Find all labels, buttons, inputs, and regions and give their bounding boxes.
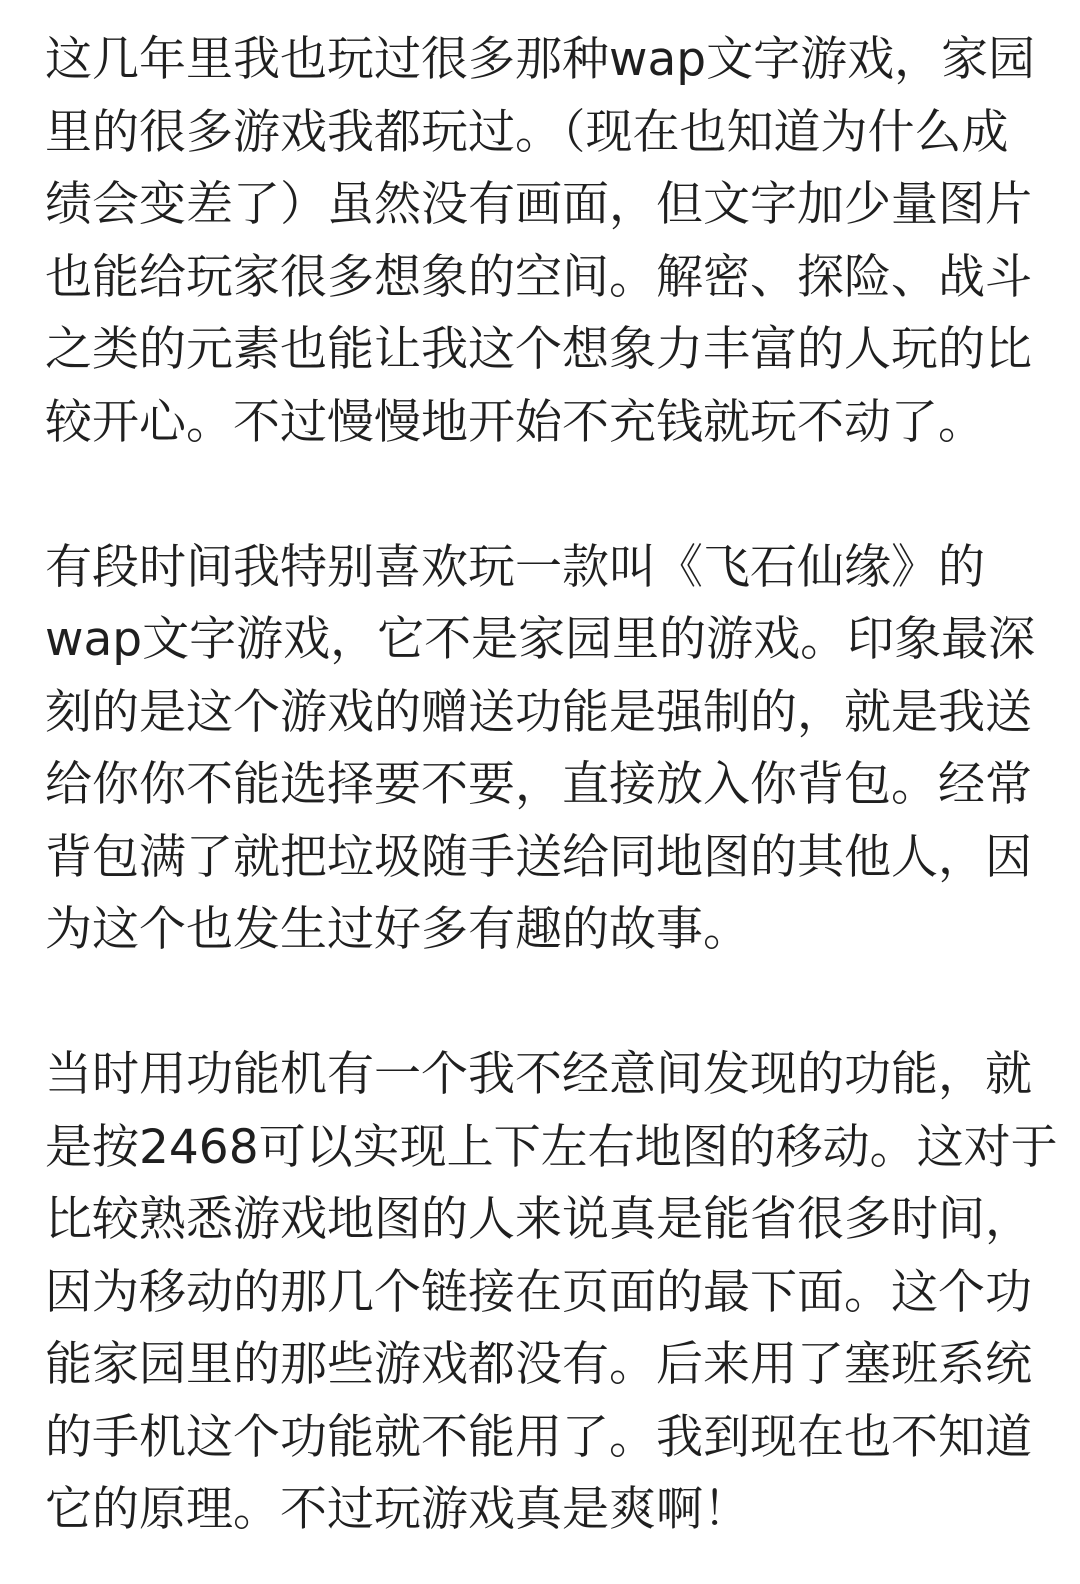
text-line: 这几年里我也玩过很多那种wap文字游戏，家园	[45, 32, 1036, 87]
paragraph-spacer	[45, 459, 1035, 532]
article-body	[45, 24, 1058, 1547]
text-line: 它的原理。不过玩游戏真是爽啊！	[45, 1482, 750, 1537]
text-line: 的手机这个功能就不能用了。我到现在也不知道	[45, 1409, 1032, 1465]
text-line: 里的很多游戏我都玩过。（现在也知道为什么成	[45, 104, 1009, 160]
text-line: 是按2468可以实现上下左右地图的移动。这对于	[45, 1119, 1058, 1175]
paragraph-2	[45, 532, 1035, 967]
text-line: wap文字游戏，它不是家园里的游戏。印象最深	[45, 612, 1036, 667]
text-line: 为这个也发生过好多有趣的故事。	[45, 902, 750, 957]
text-line: 之类的元素也能让我这个想象力丰富的人玩的比	[45, 322, 1032, 377]
text-line: 绩会变差了）虽然没有画面，但文字加少量图片	[45, 177, 1032, 232]
text-line: 因为移动的那几个链接在页面的最下面。这个功	[45, 1264, 1032, 1320]
text-line: 有段时间我特别喜欢玩一款叫《飞石仙缘》的	[45, 539, 985, 595]
text-line: 比较熟悉游戏地图的人来说真是能省很多时间，	[45, 1192, 1032, 1247]
text-line: 能家园里的那些游戏都没有。后来用了塞班系统	[45, 1337, 1032, 1392]
text-line: 当时用功能机有一个我不经意间发现的功能，就	[45, 1047, 1032, 1102]
text-line: 也能给玩家很多想象的空间。解密、探险、战斗	[45, 249, 1032, 305]
paragraph-spacer	[45, 967, 1035, 1040]
text-line: 较开心。不过慢慢地开始不充钱就玩不动了。	[45, 394, 985, 450]
paragraph-3	[45, 1039, 1058, 1547]
text-line: 背包满了就把垃圾随手送给同地图的其他人，因	[45, 829, 1032, 885]
text-line: 刻的是这个游戏的赠送功能是强制的，就是我送	[45, 684, 1032, 740]
paragraph-1	[45, 24, 1035, 459]
text-line: 给你你不能选择要不要，直接放入你背包。经常	[45, 757, 1032, 812]
